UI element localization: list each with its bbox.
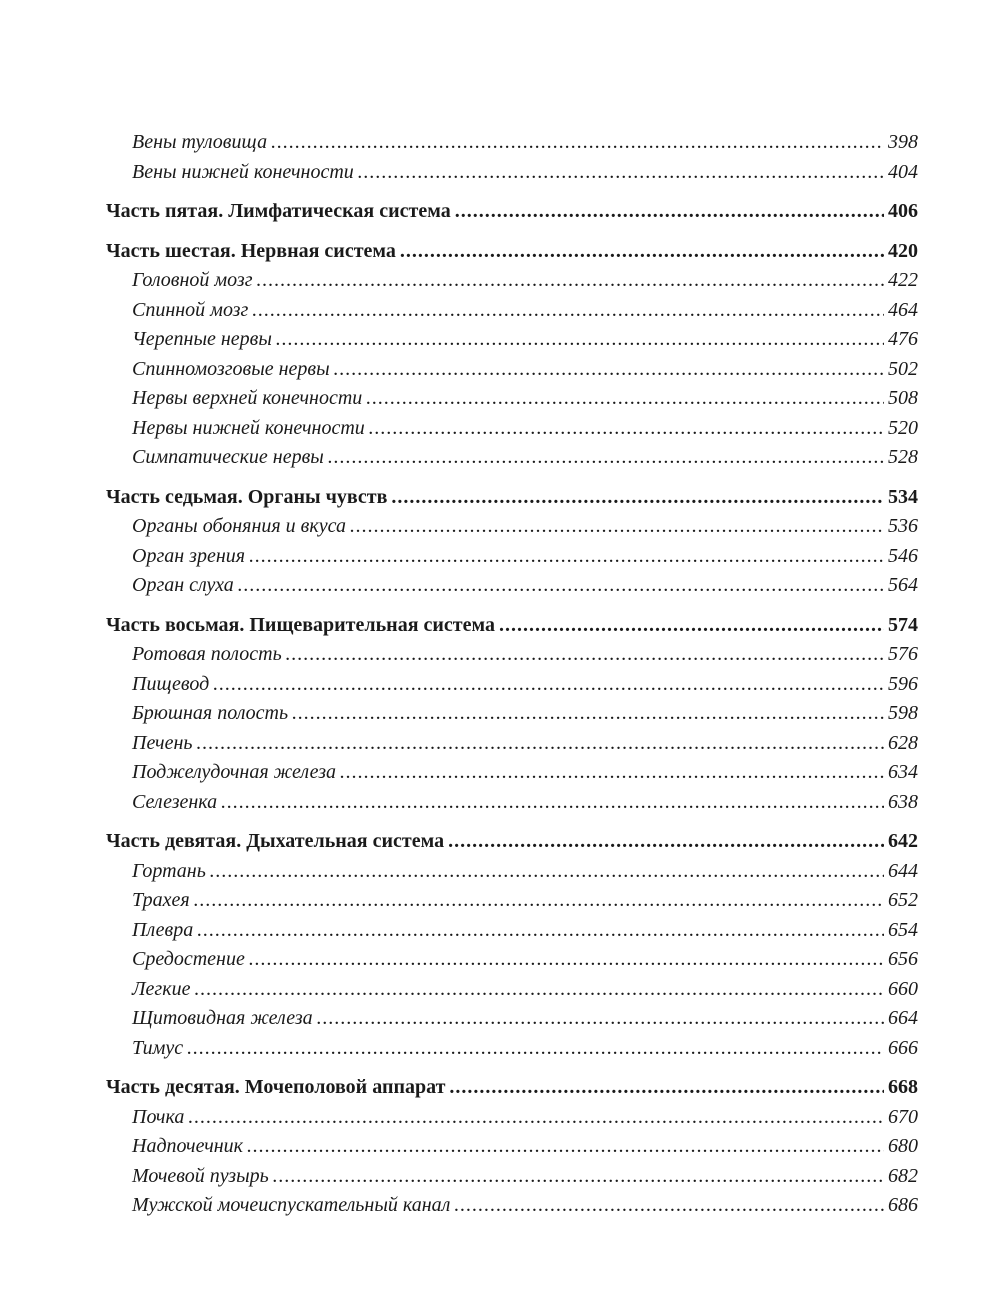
toc-part-entry [106, 197, 918, 227]
dot-leader [391, 483, 884, 513]
table-of-contents [106, 128, 918, 1221]
dot-leader [286, 640, 884, 670]
dot-leader [400, 237, 884, 267]
dot-leader [197, 729, 885, 759]
dot-leader [210, 857, 884, 887]
toc-part-entry [106, 1073, 918, 1103]
toc-page-number: 576 [888, 643, 918, 665]
toc-page-number: 656 [888, 948, 918, 970]
toc-section-entry [106, 886, 918, 916]
toc-section-entry [106, 916, 918, 946]
toc-entry-title: Нервы нижней конечности [132, 416, 365, 439]
toc-section-entry [106, 857, 918, 887]
toc-section-entry [106, 640, 918, 670]
toc-page-number: 420 [888, 239, 918, 262]
toc-section-entry [106, 1004, 918, 1034]
toc-page-number: 664 [888, 1007, 918, 1029]
dot-leader [188, 1103, 884, 1133]
toc-entry-title: Почка [132, 1105, 185, 1128]
toc-entry-title: Селезенка [132, 790, 218, 813]
toc-section-entry [106, 325, 918, 355]
dot-leader [252, 296, 884, 326]
toc-section-entry [106, 443, 918, 473]
toc-section-entry [106, 1103, 918, 1133]
dot-leader [317, 1004, 884, 1034]
dot-leader [499, 611, 884, 641]
toc-page-number: 564 [888, 574, 918, 596]
toc-page-number: 680 [888, 1135, 918, 1157]
dot-leader [358, 158, 884, 188]
dot-leader [194, 886, 884, 916]
toc-entry-title: Вены нижней конечности [132, 160, 354, 183]
dot-leader [247, 1132, 884, 1162]
dot-leader [366, 384, 884, 414]
toc-page-number: 528 [888, 446, 918, 468]
dot-leader [249, 542, 884, 572]
toc-entry-title: Часть пятая. Лимфатическая система [106, 200, 451, 222]
dot-leader [455, 197, 884, 227]
toc-page-number: 598 [888, 702, 918, 724]
toc-section-entry [106, 758, 918, 788]
toc-section-entry [106, 1191, 918, 1221]
toc-entry-title: Плевра [132, 918, 194, 941]
toc-section-entry [106, 266, 918, 296]
dot-leader [238, 571, 884, 601]
toc-entry-title: Тимус [132, 1036, 184, 1059]
dot-leader [292, 699, 884, 729]
toc-page-number: 628 [888, 731, 918, 754]
toc-entry-title: Органы обоняния и вкуса [132, 515, 346, 537]
toc-page-number: 520 [888, 416, 918, 439]
toc-page-number: 546 [888, 544, 918, 567]
dot-leader [194, 975, 884, 1005]
toc-section-entry [106, 945, 918, 975]
toc-entry-title: Нервы верхней конечности [132, 387, 363, 409]
toc-entry-title: Часть восьмая. Пищеварительная система [106, 613, 495, 636]
toc-entry-title: Средостение [132, 948, 245, 970]
toc-entry-title: Легкие [132, 977, 191, 1000]
toc-page-number: 534 [888, 485, 918, 508]
toc-section-entry [106, 788, 918, 818]
toc-entry-title: Трахея [132, 889, 190, 911]
toc-part-entry [106, 611, 918, 641]
toc-entry-title: Поджелудочная железа [132, 761, 337, 783]
toc-entry-title: Спинномозговые нервы [132, 357, 330, 380]
toc-part-entry [106, 483, 918, 513]
toc-entry-title: Спинной мозг [132, 298, 249, 321]
dot-leader [249, 945, 884, 975]
dot-leader [187, 1034, 884, 1064]
toc-entry-title: Гортань [132, 859, 206, 882]
toc-entry-title: Часть седьмая. Органы чувств [106, 485, 388, 508]
dot-leader [350, 512, 884, 542]
dot-leader [454, 1191, 884, 1221]
toc-page-number: 652 [888, 889, 918, 911]
toc-entry-title: Брюшная полость [132, 702, 289, 724]
dot-leader [369, 414, 884, 444]
toc-page-number: 642 [888, 830, 918, 852]
toc-page-number: 398 [888, 131, 918, 153]
toc-page-number: 404 [888, 160, 918, 183]
toc-page-number: 666 [888, 1036, 918, 1059]
toc-page-number: 660 [888, 977, 918, 1000]
dot-leader [448, 827, 884, 857]
dot-leader [328, 443, 884, 473]
toc-section-entry [106, 975, 918, 1005]
dot-leader [197, 916, 884, 946]
toc-entry-title: Вены туловища [132, 131, 268, 153]
toc-entry-title: Ротовая полость [132, 643, 282, 665]
toc-page-number: 634 [888, 761, 918, 783]
toc-entry-title: Часть девятая. Дыхательная система [106, 830, 445, 852]
toc-section-entry [106, 670, 918, 700]
toc-page-number: 654 [888, 918, 918, 941]
toc-page-number: 574 [888, 613, 918, 636]
dot-leader [221, 788, 884, 818]
toc-page-number: 670 [888, 1105, 918, 1128]
dot-leader [213, 670, 884, 700]
toc-section-entry [106, 158, 918, 188]
toc-part-entry [106, 237, 918, 267]
toc-section-entry [106, 729, 918, 759]
toc-page-number: 644 [888, 859, 918, 882]
toc-entry-title: Орган зрения [132, 544, 246, 567]
toc-page-number: 536 [888, 515, 918, 537]
toc-part-entry [106, 827, 918, 857]
dot-leader [340, 758, 884, 788]
toc-entry-title: Орган слуха [132, 574, 234, 596]
toc-entry-title: Часть десятая. Мочеполовой аппарат [106, 1076, 446, 1098]
dot-leader [276, 325, 884, 355]
toc-page-number: 638 [888, 790, 918, 813]
toc-page-number: 464 [888, 298, 918, 321]
toc-section-entry [106, 384, 918, 414]
toc-entry-title: Мужской мочеиспускательный канал [132, 1194, 451, 1216]
toc-entry-title: Щитовидная железа [132, 1007, 313, 1029]
toc-entry-title: Мочевой пузырь [132, 1164, 269, 1187]
toc-entry-title: Пищевод [132, 672, 210, 695]
toc-page-number: 406 [888, 200, 918, 222]
toc-page-number: 508 [888, 387, 918, 409]
dot-leader [271, 128, 884, 158]
toc-section-entry [106, 1132, 918, 1162]
toc-section-entry [106, 128, 918, 158]
toc-section-entry [106, 571, 918, 601]
toc-section-entry [106, 542, 918, 572]
dot-leader [257, 266, 884, 296]
dot-leader [273, 1162, 884, 1192]
toc-section-entry [106, 1034, 918, 1064]
dot-leader [449, 1073, 884, 1103]
dot-leader [334, 355, 884, 385]
toc-section-entry [106, 1162, 918, 1192]
toc-page-number: 422 [888, 269, 918, 291]
toc-page-number: 596 [888, 672, 918, 695]
toc-entry-title: Печень [132, 731, 193, 754]
toc-section-entry [106, 355, 918, 385]
toc-page-number: 682 [888, 1164, 918, 1187]
toc-section-entry [106, 699, 918, 729]
toc-page-number: 476 [888, 328, 918, 350]
toc-entry-title: Черепные нервы [132, 328, 272, 350]
toc-entry-title: Часть шестая. Нервная система [106, 239, 396, 262]
toc-section-entry [106, 296, 918, 326]
toc-page-number: 502 [888, 357, 918, 380]
toc-entry-title: Симпатические нервы [132, 446, 324, 468]
toc-page-number: 686 [888, 1194, 918, 1216]
toc-section-entry [106, 512, 918, 542]
toc-section-entry [106, 414, 918, 444]
toc-entry-title: Головной мозг [132, 269, 253, 291]
toc-page-number: 668 [888, 1076, 918, 1098]
toc-entry-title: Надпочечник [132, 1135, 244, 1157]
